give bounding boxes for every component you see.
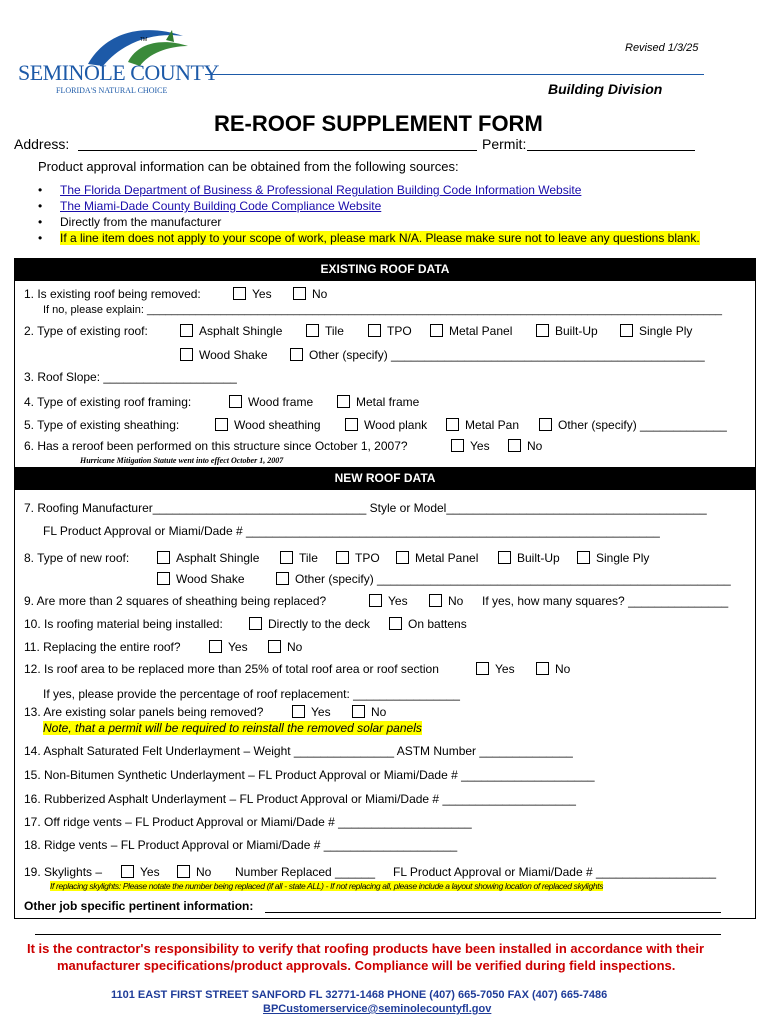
checkbox[interactable] [429, 594, 442, 607]
manufacturer-text: Directly from the manufacturer [60, 215, 222, 229]
solar-permit-note: Note, that a permit will be required to reinstall the removed solar panels [43, 721, 422, 735]
q8-metal-panel[interactable]: Metal Panel [396, 551, 478, 565]
checkbox[interactable] [268, 640, 281, 653]
checkbox[interactable] [345, 418, 358, 431]
checkbox[interactable] [620, 324, 633, 337]
bullet-icon: • [38, 199, 43, 213]
q2-wood-shake[interactable]: Wood Shake [180, 348, 268, 362]
source-item [38, 215, 222, 229]
q8-single-ply[interactable]: Single Ply [577, 551, 649, 565]
q7-approval[interactable]: FL Product Approval or Miami/Dade # ______________________________________________________________ [43, 524, 660, 538]
q19-approval[interactable]: FL Product Approval or Miami/Dade # __________________ [393, 865, 717, 879]
permit-field[interactable] [527, 150, 695, 151]
address-label: Address: [14, 136, 70, 152]
q2-label: 2. Type of existing roof: [24, 324, 148, 338]
q8-tpo[interactable]: TPO [336, 551, 380, 565]
checkbox[interactable] [369, 594, 382, 607]
q1-yes[interactable]: Yes [233, 287, 272, 301]
q1-no[interactable]: No [293, 287, 327, 301]
logo-tagline: FLORIDA'S NATURAL CHOICE [56, 86, 168, 95]
q2-asphalt[interactable]: Asphalt Shingle [180, 324, 282, 338]
q8-label: 8. Type of new roof: [24, 551, 130, 565]
q19-number-replaced[interactable]: Number Replaced ______ [235, 865, 376, 879]
checkbox[interactable] [209, 640, 222, 653]
q10-battens[interactable]: On battens [389, 617, 467, 631]
footer-address: 1101 EAST FIRST STREET SANFORD FL 32771-1468 PHONE (407) 665-7050 FAX (407) 665-7486 [111, 989, 608, 1001]
checkbox[interactable] [177, 865, 190, 878]
q10-deck[interactable]: Directly to the deck [249, 617, 370, 631]
checkbox[interactable] [368, 324, 381, 337]
checkbox[interactable] [577, 551, 590, 564]
checkbox[interactable] [476, 662, 489, 675]
q8-wood-shake[interactable]: Wood Shake [157, 572, 245, 586]
checkbox[interactable] [215, 418, 228, 431]
intro-text: Product approval information can be obtained from the following sources: [38, 159, 459, 174]
checkbox[interactable] [536, 662, 549, 675]
q2-single-ply[interactable]: Single Ply [620, 324, 692, 338]
checkbox[interactable] [121, 865, 134, 878]
q9-how-many[interactable]: If yes, how many squares? _______________ [482, 594, 729, 608]
q6-yes[interactable]: Yes [451, 439, 490, 453]
header-rule [205, 74, 704, 75]
q11-yes[interactable]: Yes [209, 640, 248, 654]
q16-label[interactable]: 16. Rubberized Asphalt Underlayment – FL Product Approval or Miami/Dade # ____________________ [24, 792, 576, 806]
q14-label[interactable]: 14. Asphalt Saturated Felt Underlayment – Weight _______________ ASTM Number ______________ [24, 744, 573, 758]
checkbox[interactable] [498, 551, 511, 564]
bullet-icon: • [38, 183, 43, 197]
q8-built-up[interactable]: Built-Up [498, 551, 560, 565]
q11-label: 11. Replacing the entire roof? [24, 640, 181, 654]
q8-asphalt[interactable]: Asphalt Shingle [157, 551, 259, 565]
q5-label: 5. Type of existing sheathing: [24, 418, 180, 432]
q4-wood-frame[interactable]: Wood frame [229, 395, 313, 409]
responsibility-warning: It is the contractor's responsibility to verify that roofing products have been installed in accordance with their [27, 941, 705, 956]
q2-metal-panel[interactable]: Metal Panel [430, 324, 512, 338]
q1-explain[interactable]: If no, please explain: ______________________________________________________________________________________________ [43, 304, 723, 316]
hurricane-note: Hurricane Mitigation Statute went into effect October 1, 2007 [80, 456, 284, 465]
division-name: Building Division [548, 81, 663, 97]
q5-wood-plank[interactable]: Wood plank [345, 418, 427, 432]
address-field[interactable] [78, 150, 477, 151]
other-info-field[interactable] [265, 912, 721, 913]
q13-yes[interactable]: Yes [292, 705, 331, 719]
checkbox[interactable] [293, 287, 306, 300]
q15-label[interactable]: 15. Non-Bitumen Synthetic Underlayment – FL Product Approval or Miami/Dade # ____________________ [24, 768, 595, 782]
checkbox[interactable] [229, 395, 242, 408]
q9-yes[interactable]: Yes [369, 594, 408, 608]
checkbox[interactable] [396, 551, 409, 564]
existing-roof-header: EXISTING ROOF DATA [14, 258, 756, 281]
q3-label[interactable]: 3. Roof Slope: ____________________ [24, 370, 237, 384]
new-roof-header: NEW ROOF DATA [14, 467, 756, 490]
source-item[interactable] [38, 183, 582, 197]
revised-date: Revised 1/3/25 [625, 42, 699, 54]
q4-label: 4. Type of existing roof framing: [24, 395, 192, 409]
q1-label: 1. Is existing roof being removed: [24, 287, 201, 301]
checkbox[interactable] [233, 287, 246, 300]
other-info-field-2[interactable] [35, 934, 721, 935]
q11-no[interactable]: No [268, 640, 302, 654]
q9-no[interactable]: No [429, 594, 463, 608]
checkbox[interactable] [336, 551, 349, 564]
q7-label[interactable]: 7. Roofing Manufacturer________________________________ Style or Model_______________________________________ [24, 501, 707, 515]
county-logo [18, 24, 218, 102]
form-title: RE-ROOF SUPPLEMENT FORM [214, 111, 543, 136]
checkbox[interactable] [157, 551, 170, 564]
q5-other[interactable]: Other (specify) _____________ [539, 418, 727, 432]
q12-yes[interactable]: Yes [476, 662, 515, 676]
q13-no[interactable]: No [352, 705, 386, 719]
checkbox[interactable] [352, 705, 365, 718]
q8-tile[interactable]: Tile [280, 551, 318, 565]
florida-dbpr-link[interactable]: The Florida Department of Business & Professional Regulation Building Code Information Website [60, 183, 582, 197]
skylight-note: If replacing skylights: Please notate the number being replaced (if all - state ALL) - If not replacing all, please include a layout showing location of replaced skylights [50, 881, 604, 891]
miami-dade-link[interactable]: The Miami-Dade County Building Code Compliance Website [60, 199, 382, 213]
checkbox[interactable] [157, 572, 170, 585]
q12-no[interactable]: No [536, 662, 570, 676]
q19-no[interactable]: No [177, 865, 211, 879]
bullet-icon: • [38, 215, 43, 229]
na-instruction: If a line item does not apply to your scope of work, please mark N/A. Please make sure not to leave any questions blank. [60, 231, 700, 245]
checkbox[interactable] [539, 418, 552, 431]
q4-metal-frame[interactable]: Metal frame [337, 395, 419, 409]
q19-label: 19. Skylights – [24, 865, 103, 879]
checkbox[interactable] [276, 572, 289, 585]
checkbox[interactable] [180, 324, 193, 337]
q8-other[interactable]: Other (specify) _____________________________________________________ [276, 572, 731, 586]
checkbox[interactable] [430, 324, 443, 337]
source-item [38, 231, 700, 245]
q9-label: 9. Are more than 2 squares of sheathing being replaced? [24, 594, 327, 608]
checkbox[interactable] [389, 617, 402, 630]
q19-yes[interactable]: Yes [121, 865, 160, 879]
q5-wood-sheathing[interactable]: Wood sheathing [215, 418, 321, 432]
q2-tpo[interactable]: TPO [368, 324, 412, 338]
checkbox[interactable] [292, 705, 305, 718]
logo-name: SEMINOLE COUNTY [18, 60, 219, 85]
compliance-warning: manufacturer specifications/product approvals. Compliance will be verified during field inspections. [57, 958, 676, 973]
q12-label: 12. Is roof area to be replaced more than 25% of total roof area or roof section [24, 662, 439, 676]
checkbox[interactable] [508, 439, 521, 452]
checkbox[interactable] [249, 617, 262, 630]
checkbox[interactable] [290, 348, 303, 361]
checkbox[interactable] [280, 551, 293, 564]
permit-label: Permit: [482, 136, 527, 152]
q2-tile[interactable]: Tile [306, 324, 344, 338]
q18-label[interactable]: 18. Ridge vents – FL Product Approval or Miami/Dade # ____________________ [24, 838, 458, 852]
checkbox[interactable] [536, 324, 549, 337]
source-item[interactable] [38, 199, 382, 213]
q5-metal-pan[interactable]: Metal Pan [446, 418, 519, 432]
q6-no[interactable]: No [508, 439, 542, 453]
logo-tm: TM [140, 37, 148, 43]
q2-built-up[interactable]: Built-Up [536, 324, 598, 338]
q2-other[interactable]: Other (specify) _______________________________________________ [290, 348, 705, 362]
checkbox[interactable] [306, 324, 319, 337]
footer-email[interactable]: BPCustomerservice@seminolecountyfl.gov [263, 1003, 492, 1015]
q12-percentage[interactable]: If yes, please provide the percentage of roof replacement: ________________ [43, 687, 460, 701]
other-info-label: Other job specific pertinent information: [24, 899, 254, 913]
q13-label: 13. Are existing solar panels being removed? [24, 705, 264, 719]
checkbox[interactable] [180, 348, 193, 361]
checkbox[interactable] [451, 439, 464, 452]
checkbox[interactable] [446, 418, 459, 431]
q10-label: 10. Is roofing material being installed: [24, 617, 223, 631]
bullet-icon: • [38, 231, 43, 245]
q6-label: 6. Has a reroof been performed on this structure since October 1, 2007? [24, 439, 408, 453]
checkbox[interactable] [337, 395, 350, 408]
q17-label[interactable]: 17. Off ridge vents – FL Product Approval or Miami/Dade # ____________________ [24, 815, 472, 829]
